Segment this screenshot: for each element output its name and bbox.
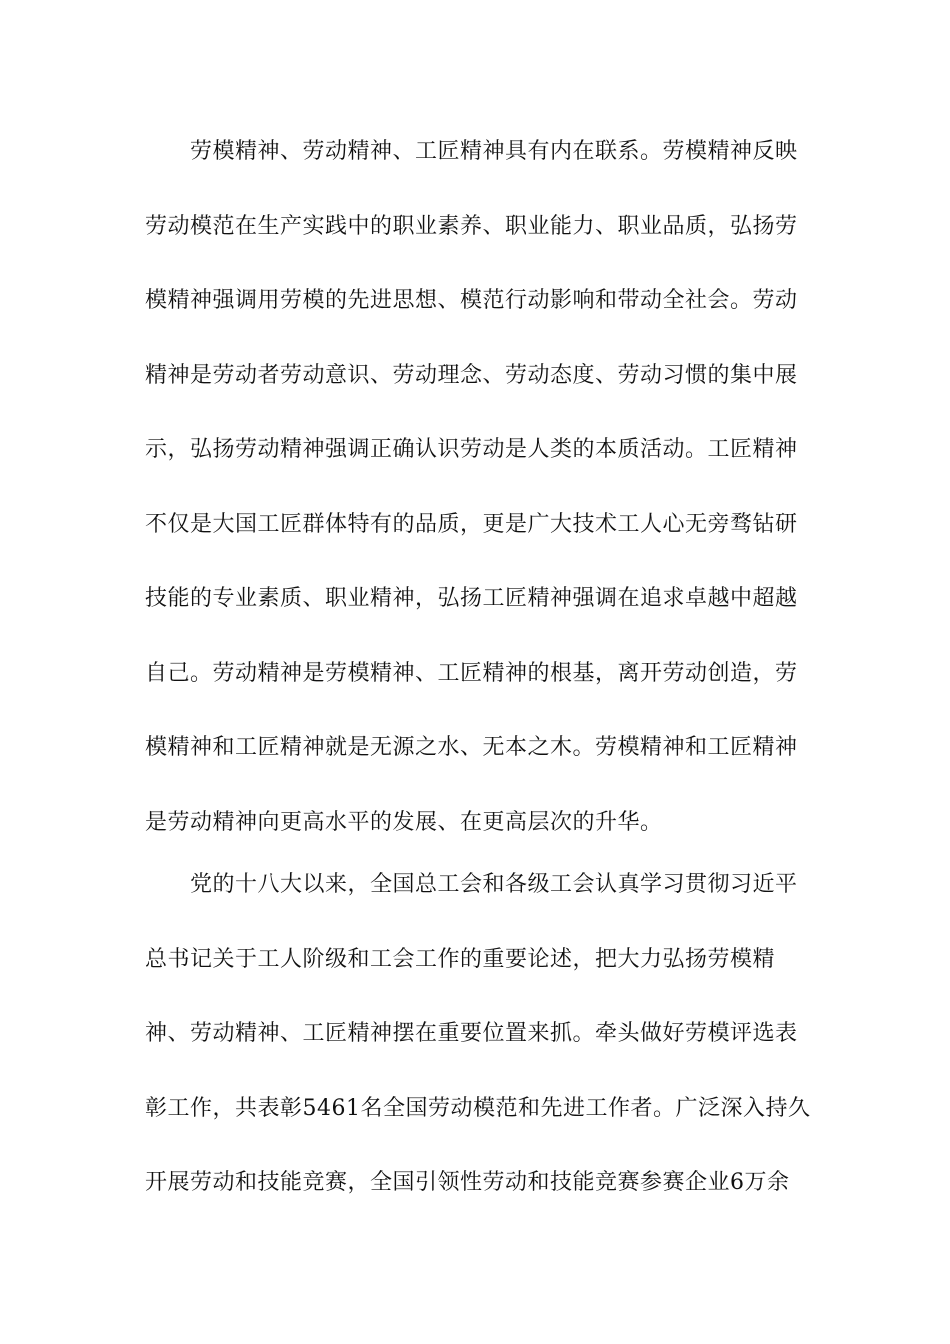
- paragraph-1-line-6: 不仅是大国工匠群体特有的品质，更是广大技术工人心无旁骛钻研: [145, 512, 798, 537]
- paragraph-1-line-5: 示，弘扬劳动精神强调正确认识劳动是人类的本质活动。工匠精神: [145, 437, 798, 462]
- paragraph-1-line-3: 模精神强调用劳模的先进思想、模范行动影响和带动全社会。劳动: [145, 288, 798, 313]
- paragraph-1-line-7: 技能的专业素质、职业精神，弘扬工匠精神强调在追求卓越中超越: [145, 586, 798, 611]
- paragraph-2-line-1: 党的十八大以来，全国总工会和各级工会认真学习贯彻习近平: [190, 872, 798, 897]
- paragraph-1-line-10: 是劳动精神向更高水平的发展、在更高层次的升华。: [145, 810, 663, 835]
- paragraph-1-line-2: 劳动模范在生产实践中的职业素养、职业能力、职业品质，弘扬劳: [145, 214, 798, 239]
- paragraph-1-line-9: 模精神和工匠精神就是无源之水、无本之木。劳模精神和工匠精神: [145, 735, 798, 760]
- paragraph-2-line-4: 彰工作，共表彰5461名全国劳动模范和先进工作者。广泛深入持久: [145, 1096, 811, 1121]
- paragraph-2-line-5: 开展劳动和技能竞赛，全国引领性劳动和技能竞赛参赛企业6万余: [145, 1170, 790, 1195]
- paragraph-1-line-1: 劳模精神、劳动精神、工匠精神具有内在联系。劳模精神反映: [190, 139, 798, 164]
- paragraph-1-line-4: 精神是劳动者劳动意识、劳动理念、劳动态度、劳动习惯的集中展: [145, 363, 798, 388]
- paragraph-2-line-3: 神、劳动精神、工匠精神摆在重要位置来抓。牵头做好劳模评选表: [145, 1021, 798, 1046]
- paragraph-1-line-8: 自己。劳动精神是劳模精神、工匠精神的根基，离开劳动创造，劳: [145, 661, 798, 686]
- paragraph-2-line-2: 总书记关于工人阶级和工会工作的重要论述，把大力弘扬劳模精: [145, 947, 776, 972]
